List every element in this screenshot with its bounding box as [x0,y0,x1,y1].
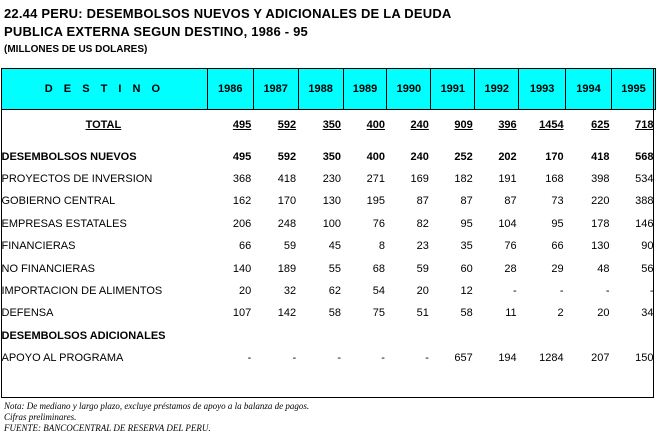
table-cell: 398 [591,173,610,186]
table-cell: 718 [635,118,654,131]
table-row [2,280,656,302]
table-cell: 240 [410,118,429,131]
table-row [2,213,656,235]
table-cell: 58 [328,307,342,320]
row-label: DESEMBOLSOS NUEVOS [1,150,137,163]
table-cell: 87 [460,195,473,208]
column-header-year: 1991 [431,69,475,110]
table-cell: 909 [454,118,473,131]
table-cell: 66 [238,240,252,253]
table-cell: 55 [328,262,342,275]
row-label: EMPRESAS ESTATALES [1,217,127,230]
table-cell: - [381,352,385,365]
table-cell: 230 [322,173,342,186]
table-cell: - [425,352,429,365]
table-cell [253,325,298,347]
table-cell [566,325,612,347]
footnotes [4,401,309,434]
column-header-year: 1987 [253,69,298,110]
table-cell: 657 [454,352,473,365]
table-cell: - [292,352,297,365]
table-cell: 170 [545,150,564,163]
table-cell: 59 [416,262,429,275]
table-cell: 206 [232,217,252,230]
table-row [2,235,656,257]
column-header-year: 1988 [298,69,343,110]
footnote-note: Nota: De mediano y largo plazo, excluye préstamos de apoyo a la balanza de pagos. [4,401,310,411]
table-cell: 178 [591,217,610,230]
page-title-line-2: PUBLICA EXTERNA SEGUN DESTINO, 1986 - 95 [4,24,308,39]
table-cell: 107 [232,307,252,320]
table-cell: 418 [591,150,610,163]
table-cell: 20 [416,285,429,298]
table-row [2,347,656,369]
table-cell [298,325,343,347]
table-cell: 170 [277,195,297,208]
table-cell: 396 [498,118,517,131]
table-cell: 140 [232,262,252,275]
data-table [1,68,656,369]
table-cell: 130 [322,195,342,208]
table-cell: 87 [416,195,429,208]
table-cell: - [605,285,610,298]
table-cell: 76 [504,240,517,253]
column-header-year: 1993 [519,69,566,110]
table-header-row [2,69,656,110]
table-row [2,146,656,168]
table-cell: 62 [328,285,342,298]
table-cell [475,325,519,347]
row-label: FINANCIERAS [1,240,76,253]
table-cell: 1284 [539,352,564,365]
table-cell: - [513,285,517,298]
table-cell [519,325,566,347]
column-header-year: 1992 [475,69,519,110]
table-cell [611,325,655,347]
row-label: APOYO AL PROGRAMA [1,352,124,365]
table-cell: 169 [410,173,429,186]
table-cell: 100 [322,217,342,230]
table-cell: - [247,352,252,365]
table-cell: - [337,352,342,365]
table-cell: 32 [283,285,297,298]
table-cell: 90 [641,240,654,253]
table-cell: 388 [635,195,654,208]
footnote-source: FUENTE: BANCOCENTRAL DE RESERVA DEL PERU. [4,423,211,433]
column-header-year: 1994 [566,69,612,110]
table-cell: 142 [277,307,297,320]
table-row [2,302,656,324]
column-header-year: 1986 [207,69,253,110]
table-cell: - [559,285,564,298]
table-cell: 56 [641,262,654,275]
table-row [2,110,656,140]
table-cell: 28 [504,262,517,275]
table-cell: 271 [366,173,385,186]
table-cell: 68 [372,262,385,275]
table-cell: 191 [498,173,517,186]
table-cell: 75 [372,307,385,320]
table-row [2,190,656,212]
table-cell: 495 [232,150,252,163]
table-cell: 350 [322,118,342,131]
table-cell: 95 [551,217,564,230]
table-cell: 207 [591,352,610,365]
row-label: GOBIERNO CENTRAL [1,195,116,208]
table-cell: 368 [232,173,252,186]
units-label: (MILLONES DE US DOLARES) [4,44,148,55]
table-cell: 11 [505,307,517,320]
table-cell: 189 [277,262,297,275]
table-cell: 418 [277,173,297,186]
table-cell: 182 [454,173,473,186]
table-cell: 162 [232,195,252,208]
page-title-line-1: 22.44 PERU: DESEMBOLSOS NUEVOS Y ADICIONALES DE LA DEUDA [4,6,452,21]
table-cell: - [649,285,654,298]
table-cell: 54 [372,285,385,298]
table-cell: 104 [498,217,517,230]
table-cell: 2 [557,307,564,320]
table-cell: 252 [454,150,473,163]
table-cell: 59 [283,240,297,253]
table-cell: 350 [322,150,342,163]
table-cell: 34 [641,307,654,320]
row-label: DEFENSA [1,307,54,320]
column-header-year: 1995 [611,69,655,110]
row-label: NO FINANCIERAS [1,262,96,275]
column-header-destino: D E S T I N O [2,69,208,110]
table-cell: 87 [504,195,517,208]
table-cell [387,325,431,347]
table-cell: 45 [328,240,342,253]
column-header-year: 1989 [343,69,387,110]
table-cell: 23 [416,240,429,253]
table-cell [207,325,253,347]
row-label: TOTAL [85,118,122,131]
table-cell: 568 [635,150,654,163]
table-cell: 51 [416,307,429,320]
table-row [2,168,656,190]
table-cell: 220 [591,195,610,208]
table-cell: 29 [551,262,564,275]
table-cell: 495 [232,118,252,131]
table-row [2,325,656,347]
table-cell: 76 [372,217,385,230]
table-cell: 60 [460,262,473,275]
table-cell: 8 [378,240,385,253]
table-cell: 168 [545,173,564,186]
row-label: DESEMBOLSOS ADICIONALES [1,329,166,342]
table-cell: 240 [410,150,429,163]
table-cell: 400 [366,150,385,163]
row-label: IMPORTACION DE ALIMENTOS [1,285,163,298]
column-header-year: 1990 [387,69,431,110]
table-cell: 82 [416,217,429,230]
table-cell: 1454 [539,118,564,131]
table-cell: 95 [460,217,473,230]
table-cell: 66 [551,240,564,253]
table-cell: 150 [635,352,654,365]
table-cell: 35 [460,240,473,253]
table-cell: 534 [635,173,654,186]
footnote-preliminary: Cifras preliminares. [4,412,77,422]
table-cell: 146 [635,217,654,230]
table-cell: 20 [238,285,252,298]
table-cell: 12 [460,285,473,298]
table-row [2,257,656,279]
table-cell: 58 [460,307,473,320]
table-cell: 194 [498,352,517,365]
table-cell: 130 [591,240,610,253]
table-cell [431,325,475,347]
table-cell: 195 [366,195,385,208]
table-cell: 592 [277,150,297,163]
table-cell: 248 [277,217,297,230]
row-label: PROYECTOS DE INVERSION [1,173,153,186]
table-cell: 73 [551,195,564,208]
table-cell: 202 [498,150,517,163]
table-cell: 20 [597,307,610,320]
table-cell: 48 [597,262,610,275]
table-cell [343,325,387,347]
table-cell: 592 [277,118,297,131]
table-cell: 400 [366,118,385,131]
table-cell: 625 [591,118,610,131]
